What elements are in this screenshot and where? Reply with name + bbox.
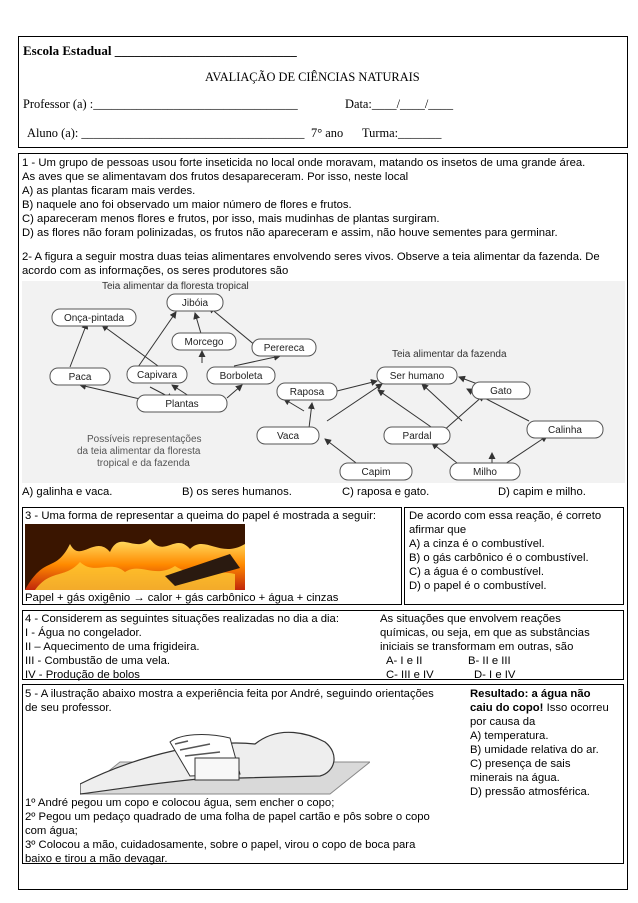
q4-item: III - Combustão de uma vela. bbox=[25, 655, 171, 667]
node-paca: Paca bbox=[68, 372, 92, 383]
q5-step: com água; bbox=[25, 825, 78, 837]
caption-line: tropical e da fazenda bbox=[97, 458, 190, 469]
q5-result-line bbox=[470, 702, 609, 715]
node-plantas: Plantas bbox=[165, 399, 199, 410]
caption-line: Possíveis representações bbox=[87, 434, 202, 445]
q5-intro: de seu professor. bbox=[25, 702, 112, 714]
node-ser-humano: Ser humano bbox=[389, 371, 445, 382]
q5-option: D) pressão atmosférica. bbox=[470, 786, 590, 798]
node-milho: Milho bbox=[473, 467, 497, 478]
food-web-figure bbox=[22, 281, 625, 483]
q3-option: D) o papel é o combustível. bbox=[409, 580, 547, 592]
q4-option-a: A- I e II bbox=[386, 655, 423, 667]
q3-option: C) a água é o combustível. bbox=[409, 566, 545, 578]
q5-intro: 5 - A ilustração abaixo mostra a experiência feita por André, seguindo orientações bbox=[25, 688, 434, 700]
q4-option-b: B- II e III bbox=[468, 655, 511, 667]
farm-web-title: Teia alimentar da fazenda bbox=[392, 349, 507, 360]
q4-line: 4 - Considerem as seguintes situações realizadas no dia a dia: bbox=[25, 613, 339, 625]
q5-option: B) umidade relativa do ar. bbox=[470, 744, 599, 756]
q3-option: A) a cinza é o combustível. bbox=[409, 538, 545, 550]
node-vaca: Vaca bbox=[276, 431, 300, 442]
forest-web-title: Teia alimentar da floresta tropical bbox=[102, 281, 249, 292]
glass-experiment-image bbox=[80, 714, 370, 796]
node-perereca: Perereca bbox=[263, 343, 305, 354]
q3-stem: De acordo com essa reação, é correto bbox=[409, 510, 602, 522]
node-onca-pintada: Onça-pintada bbox=[63, 313, 125, 324]
q2-option-d: D) capim e milho. bbox=[498, 486, 586, 498]
q5-option: minerais na água. bbox=[470, 772, 560, 784]
caption-line: da teia alimentar da floresta bbox=[77, 446, 201, 457]
node-morcego: Morcego bbox=[184, 337, 224, 348]
q5-step: 2º Pegou um pedaço quadrado de uma folha de papel cartão e pôs sobre o copo bbox=[25, 811, 430, 823]
q5-result-heading: Resultado: a água não bbox=[470, 688, 591, 700]
node-jiboia: Jibóia bbox=[181, 298, 209, 309]
q5-step: 3º Colocou a mão, cuidadosamente, sobre o papel, virou o copo de boca para bbox=[25, 839, 416, 851]
q2-line: acordo com as informações, os seres produtores são bbox=[22, 265, 289, 277]
q2-option-b: B) os seres humanos. bbox=[182, 486, 292, 498]
node-capivara: Capivara bbox=[136, 370, 178, 381]
q1-line: As aves que se alimentavam dos frutos desapareceram. Por isso, neste local bbox=[22, 171, 409, 183]
q4-option-c: C- III e IV bbox=[386, 669, 434, 681]
q4-item: IV - Produção de bolos bbox=[25, 669, 140, 681]
q4-item: II – Aquecimento de uma frigideira. bbox=[25, 641, 200, 653]
node-capim: Capim bbox=[361, 467, 391, 478]
q5-step: baixo e tirou a mão devagar. bbox=[25, 853, 168, 865]
q1-option: C) apareceram menos flores e frutos, por isso, mais mudinhas de plantas surgiram. bbox=[22, 213, 440, 225]
teacher-field: Professor (a) :_________________________________ bbox=[23, 97, 298, 111]
q5-result-bold: caiu do copo! bbox=[470, 702, 544, 714]
q4-stem: As situações que envolvem reações bbox=[380, 613, 561, 625]
q5-stem: por causa da bbox=[470, 716, 536, 728]
q3-equation: Papel + gás oxigênio → calor + gás carbônico + água + cinzas bbox=[25, 592, 339, 604]
q3-prompt: 3 - Uma forma de representar a queima do papel é mostrada a seguir: bbox=[25, 510, 377, 522]
q5-option: C) presença de sais bbox=[470, 758, 571, 770]
school-name: Escola Estadual ____________________________ bbox=[23, 43, 297, 58]
node-borboleta: Borboleta bbox=[219, 371, 263, 382]
node-pardal: Pardal bbox=[402, 431, 432, 442]
q2-option-c: C) raposa e gato. bbox=[342, 486, 430, 498]
grade-label: 7° ano bbox=[311, 126, 344, 140]
class-field: Turma:_______ bbox=[362, 126, 442, 140]
q5-result-rest: Isso ocorreu bbox=[543, 702, 609, 714]
food-web-caption bbox=[77, 434, 202, 469]
node-gato: Gato bbox=[490, 386, 512, 397]
q4-stem: químicas, ou seja, em que as substâncias bbox=[380, 627, 590, 639]
burning-paper-image bbox=[25, 524, 245, 590]
q4-item: I - Água no congelador. bbox=[25, 627, 142, 639]
header-box bbox=[18, 36, 628, 148]
q2-option-a: A) galinha e vaca. bbox=[22, 486, 113, 498]
node-calinha: Calinha bbox=[548, 425, 582, 436]
q1-option: B) naquele ano foi observado um maior número de flores e frutos. bbox=[22, 199, 352, 211]
student-field: Aluno (a): ____________________________________ bbox=[27, 126, 305, 140]
q5-option: A) temperatura. bbox=[470, 730, 549, 742]
date-field: Data:____/____/____ bbox=[345, 97, 454, 111]
q5-step: 1º André pegou um copo e colocou água, sem encher o copo; bbox=[25, 797, 335, 809]
q1-option: A) as plantas ficaram mais verdes. bbox=[22, 185, 196, 197]
q4-stem: iniciais se transformam em outras, são bbox=[380, 641, 574, 653]
q3-option: B) o gás carbônico é o combustível. bbox=[409, 552, 589, 564]
q4-option-d: D- I e IV bbox=[474, 669, 516, 681]
q2-line: 2- A figura a seguir mostra duas teias alimentares envolvendo seres vivos. Observe a teia alimentar da fazenda. De bbox=[22, 251, 600, 263]
q3-stem: afirmar que bbox=[409, 524, 467, 536]
q1-option: D) as flores não foram polinizadas, os frutos não apareceram e assim, não houve sementes para germinar. bbox=[22, 227, 558, 239]
node-raposa: Raposa bbox=[289, 387, 325, 398]
exam-title: AVALIAÇÃO DE CIÊNCIAS NATURAIS bbox=[205, 70, 420, 84]
q1-line: 1 - Um grupo de pessoas usou forte inseticida no local onde moravam, matando os insetos de uma grande área. bbox=[22, 157, 586, 169]
